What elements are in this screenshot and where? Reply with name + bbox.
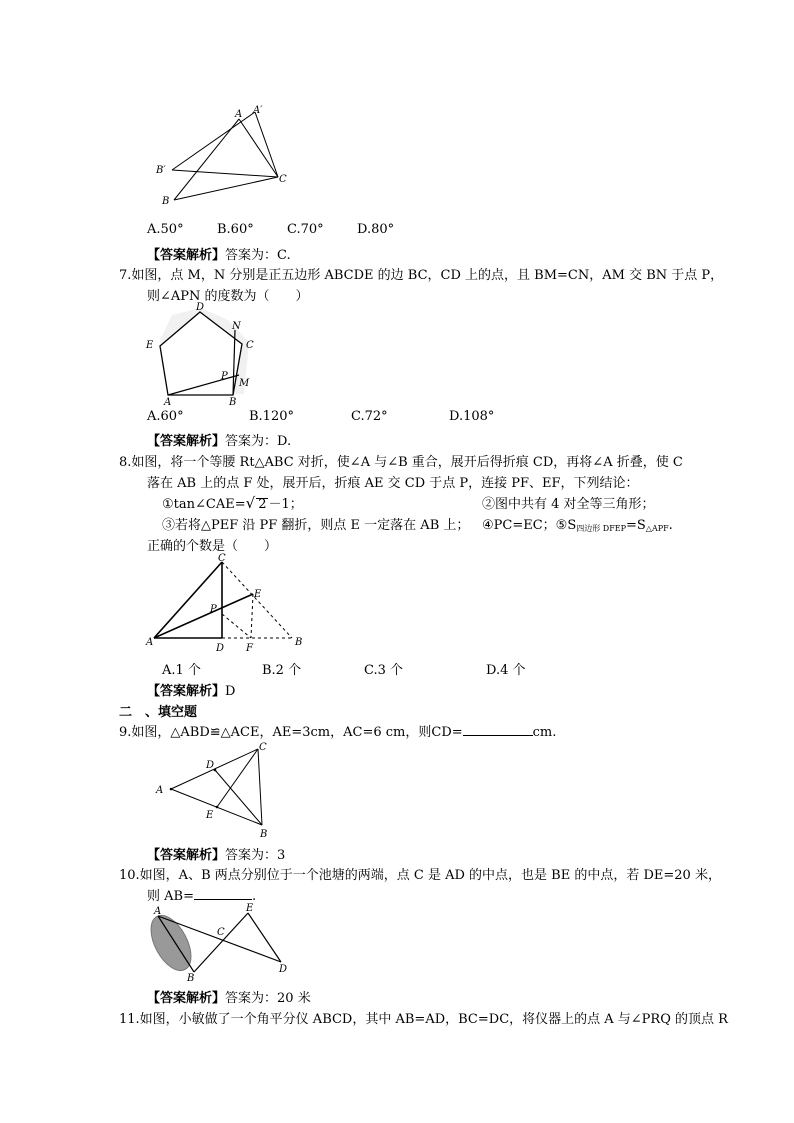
q8-c1-post: －1； (268, 497, 303, 512)
q8-line2: 落在 AB 上的点 F 处，展开后，折痕 AE 交 CD 于点 P，连接 PF、EF，下列结论： (147, 476, 639, 491)
q10-line1: 10.如图，A、B 两点分别位于一个池塘的两端，点 C 是 AD 的中点，也是 BE 的中点，若 DE=20 米， (119, 868, 721, 883)
q9-text-post: cm. (532, 725, 557, 740)
q8-option-b: B.2 个 (262, 663, 302, 678)
q8-conclusion-1: ①tan∠CAE=√ 2 －1； (162, 494, 303, 512)
q7-label-n: N (232, 321, 241, 332)
q6-option-a: A.50° (147, 222, 184, 237)
q6-figure (150, 100, 300, 210)
q8-c4-mid: =S (625, 518, 646, 533)
q8-option-d: D.4 个 (486, 663, 526, 678)
q9-label-d: D (206, 760, 215, 771)
q8-label-e: E (254, 589, 262, 600)
q10-line2-post: . (251, 889, 257, 904)
q6-label-a: A (235, 109, 243, 120)
q8-answer (147, 680, 235, 699)
q8-label-p: P (210, 604, 217, 615)
q7-answer-label: 【答案解析】 (147, 434, 226, 449)
q9-answer-text: 答案为：3 (225, 848, 286, 863)
q8-label-f: F (246, 643, 253, 654)
q6-answer-text: 答案为：C. (225, 248, 291, 263)
q9-answer-label: 【答案解析】 (147, 848, 226, 863)
q11-line1: 11.如图，小敏做了一个角平分仪 ABCD，其中 AB=AD，BC=DC，将仪器上的点 A 与∠PRQ 的顶点 R (119, 1012, 728, 1027)
q10-label-b: B (187, 973, 195, 982)
q8-c4-post: . (668, 518, 673, 533)
q7-figure (140, 300, 260, 410)
q9-label-e: E (206, 810, 214, 821)
q6-label-c: C (279, 174, 287, 185)
q8-c4-sub1: 四边形 DFEP (576, 524, 626, 533)
q10-label-a: A (154, 906, 162, 917)
q7-line1: 7.如图，点 M，N 分别是正五边形 ABCDE 的边 BC，CD 上的点，且 BM=CN，AM 交 BN 于点 P， (119, 268, 724, 283)
q6-answer-label: 【答案解析】 (147, 248, 226, 263)
q8-label-a: A (146, 637, 154, 648)
q7-answer (147, 430, 291, 449)
q10-label-e: E (246, 903, 254, 914)
q10-blank[interactable] (194, 899, 252, 900)
q6-option-d: D.80° (357, 222, 395, 237)
q8-line1: 8.如图，将一个等腰 Rt△ABC 对折，使∠A 与∠B 重合，展开后得折痕 CD，再将∠A 折叠，使 C (119, 455, 683, 470)
q8-label-b: B (295, 637, 303, 648)
q7-label-d: D (196, 302, 205, 313)
q8-option-a: A.1 个 (162, 663, 201, 678)
q10-answer-label: 【答案解析】 (147, 991, 226, 1006)
q7-option-d: D.108° (449, 409, 495, 424)
q8-c4-pre: ④PC=EC；⑤S (482, 518, 577, 533)
q8-option-c: C.3 个 (364, 663, 404, 678)
q7-option-a: A.60° (147, 409, 184, 424)
q10-answer (147, 987, 311, 1006)
q8-conclusion-3: ③若将△PEF 沿 PF 翻折，则点 E 一定落在 AB 上； (162, 518, 470, 533)
q9-blank[interactable] (463, 735, 533, 736)
q9-text-pre: 9.如图，△ABD≌△ACE，AE=3cm，AC=6 cm，则CD= (119, 725, 463, 740)
q7-label-a: A (164, 397, 172, 408)
q8-c1-radicand: 2 (258, 497, 267, 512)
q6-option-b: B.60° (217, 222, 254, 237)
q7-label-e: E (146, 340, 154, 351)
q10-line2-pre: 则 AB= (147, 889, 194, 904)
q8-figure (140, 553, 320, 663)
q8-label-c: C (218, 553, 226, 564)
q7-line2: 则∠APN 的度数为（ ） (147, 289, 309, 304)
q8-answer-text: D (225, 684, 236, 699)
q6-answer (147, 244, 291, 263)
q9-label-b: B (260, 829, 268, 838)
q7-label-c: C (246, 340, 254, 351)
q6-option-c: C.70° (287, 222, 324, 237)
q8-conclusion-2: ②图中共有 4 对全等三角形； (482, 497, 655, 512)
q6-label-b-prime: B′ (156, 165, 166, 176)
q9-answer (147, 844, 285, 863)
q7-label-b: B (229, 397, 237, 408)
q8-answer-label: 【答案解析】 (147, 684, 226, 699)
q10-figure (145, 902, 305, 982)
q6-label-b: B (162, 196, 170, 207)
q6-label-a-prime: A′ (253, 105, 263, 116)
q7-label-p: P (221, 371, 228, 382)
q7-label-m: M (239, 378, 250, 389)
q10-label-c: C (217, 927, 225, 938)
q7-option-b: B.120° (249, 409, 294, 424)
q8-label-d: D (216, 643, 225, 654)
q7-option-c: C.72° (351, 409, 388, 424)
q7-answer-text: 答案为：D. (225, 434, 292, 449)
q8-c4-sub2: △APF (645, 524, 669, 533)
q9-figure (150, 738, 280, 838)
q10-label-d: D (279, 964, 288, 975)
q8-conclusion-4 (482, 514, 673, 534)
q8-c1-pre: ①tan∠CAE= (162, 497, 246, 512)
q8-line-last: 正确的个数是（ ） (147, 539, 278, 554)
q10-answer-text: 答案为：20 米 (225, 991, 311, 1006)
q9-label-c: C (259, 742, 267, 753)
section-heading: 二 、填空题 (119, 705, 198, 720)
q9-label-a: A (156, 785, 164, 796)
